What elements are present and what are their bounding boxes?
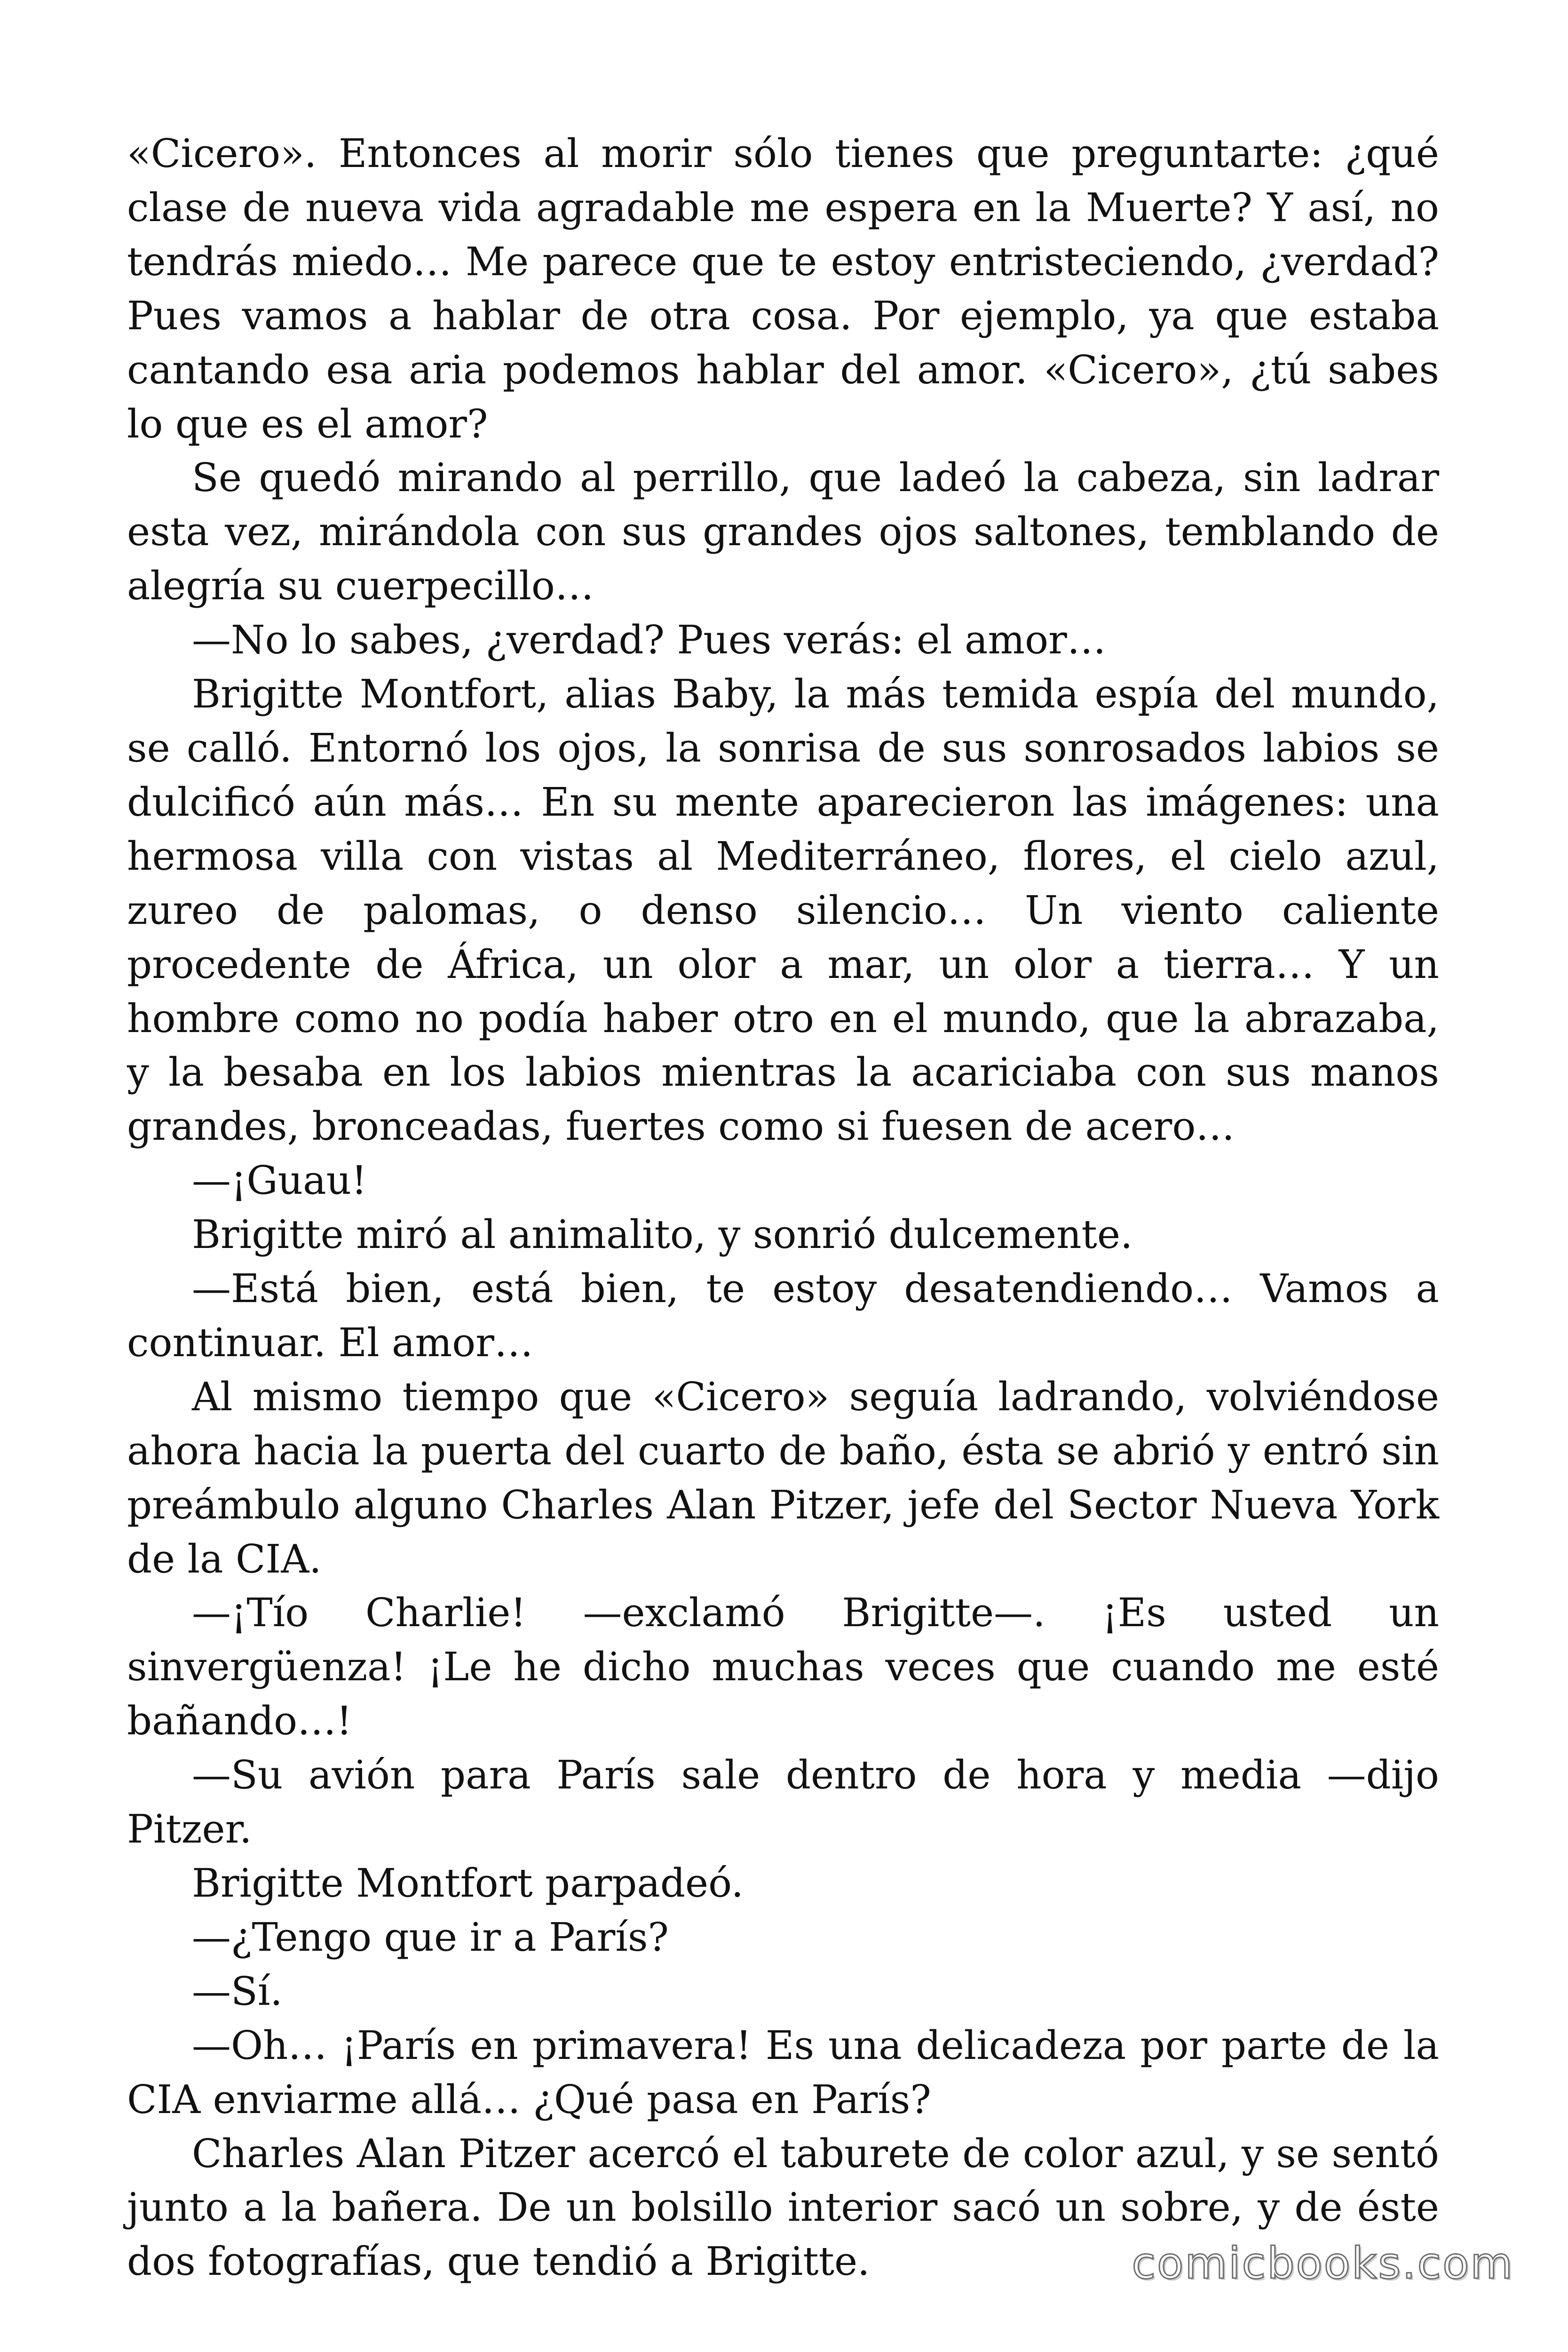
paragraph-1: «Cicero». Entonces al morir sólo tienes que preguntarte: ¿qué clase de nueva vida agradable me espera en la Muerte? Y así, no tendrás miedo… Me parece que te estoy entristeciendo, ¿verdad? Pues vamos a hablar de otra cosa. Por ejemplo, ya que estaba cantando esa aria podemos hablar del amor. «Cicero», ¿tú sabes lo que es el amor? [127, 131, 1439, 447]
paragraph-4: Brigitte Montfort, alias Baby, la más temida espía del mundo, se calló. Entornó los ojos, la sonrisa de sus sonrosados labios se dulcificó aún más… En su mente aparecieron las imágenes: una hermosa villa con vistas al Mediterráneo, flores, el cielo azul, zureo de palomas, o denso silencio… Un viento caliente procedente de África, un olor a mar, un olor a tierra… Y un hombre como no podía haber otro en el mundo, que la abrazaba, y la besaba en los labios mientras la acariciaba con sus manos grandes, bronceadas, fuertes como si fuesen de acero… [127, 671, 1439, 1150]
watermark: comicbooks.com [1132, 2238, 1514, 2288]
paragraph-13: —Sí. [192, 1968, 283, 2014]
paragraph-11: Brigitte Montfort parpadeó. [192, 1860, 744, 1906]
paragraph-10: —Su avión para París sale dentro de hora y media —dijo Pitzer. [127, 1752, 1439, 1852]
paragraph-12: —¿Tengo que ir a París? [192, 1914, 669, 1960]
paragraph-15: Charles Alan Pitzer acercó el taburete de color azul, y se sentó junto a la bañera. De un bolsillo interior sacó un sobre, y de éste dos fotografías, que tendió a Brigitte. [127, 2130, 1439, 2285]
paragraph-2: Se quedó mirando al perrillo, que ladeó la cabeza, sin ladrar esta vez, mirándola con sus grandes ojos saltones, temblando de alegría su cuerpecillo… [127, 455, 1439, 609]
paragraph-7: —Está bien, está bien, te estoy desatendiendo… Vamos a continuar. El amor… [127, 1266, 1439, 1366]
paragraph-9: —¡Tío Charlie! —exclamó Brigitte—. ¡Es usted un sinvergüenza! ¡Le he dicho muchas veces que cuando me esté bañando…! [127, 1590, 1439, 1744]
paragraph-14: —Oh… ¡París en primavera! Es una delicadeza por parte de la CIA enviarme allá… ¿Qué pasa en París? [127, 2022, 1439, 2122]
paragraph-6: Brigitte miró al animalito, y sonrió dulcemente. [192, 1212, 1133, 1258]
page-body [127, 127, 1439, 2289]
paragraph-3: —No lo sabes, ¿verdad? Pues verás: el amor… [192, 617, 1106, 663]
paragraph-5: —¡Guau! [192, 1158, 367, 1204]
paragraph-8: Al mismo tiempo que «Cicero» seguía ladrando, volviéndose ahora hacia la puerta del cuarto de baño, ésta se abrió y entró sin preámbulo alguno Charles Alan Pitzer, jefe del Sector Nueva York de la CIA. [127, 1374, 1439, 1582]
